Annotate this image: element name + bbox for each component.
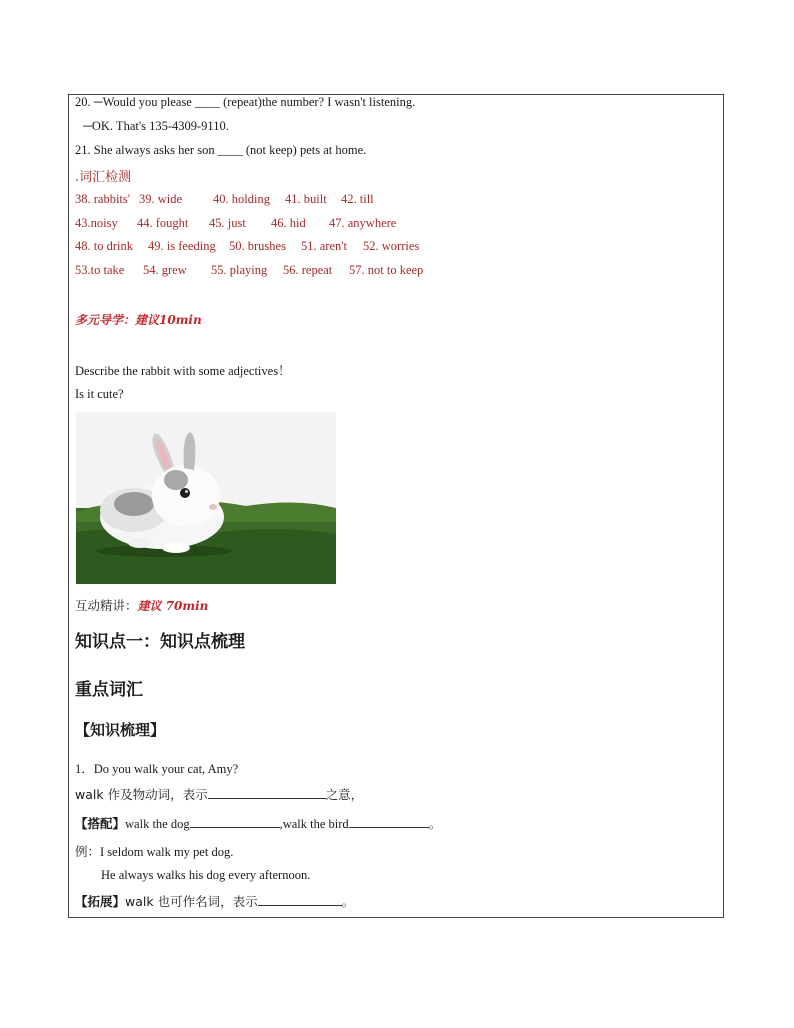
- guide-label-2: 互动精讲：建议 70min: [75, 598, 209, 613]
- answer-row-2: [75, 216, 396, 231]
- worksheet-frame: [68, 94, 724, 918]
- answer-52: 52. worries: [363, 239, 420, 253]
- point1-collocation: 【搭配】walk the dog ,walk the bird 。: [75, 816, 442, 831]
- answer-45: 45. just: [209, 216, 246, 230]
- question-21: 21. She always asks her son ____ (not keep) pets at home.: [75, 143, 367, 157]
- answer-54: 54. grew: [143, 263, 187, 277]
- answer-51: 51. aren't: [301, 239, 347, 253]
- walk-the-bird-blank[interactable]: [349, 815, 429, 828]
- meaning-blank[interactable]: [208, 786, 326, 799]
- guide-label-1: 多元导学：建议10min: [75, 313, 202, 327]
- warmup-prompt: Describe the rabbit with some adjectives！: [75, 364, 291, 378]
- warmup-question: Is it cute?: [75, 387, 124, 401]
- rabbit-icon: [76, 412, 336, 584]
- question-20-line1: 20. ─Would you please ____ (repeat)the number? I wasn't listening.: [75, 95, 416, 109]
- rabbit-photo: [76, 412, 336, 584]
- blank-21[interactable]: ____: [217, 143, 243, 157]
- answer-row-3: [75, 239, 419, 254]
- answer-49: 49. is feeding: [148, 239, 216, 253]
- walk-the-dog-blank[interactable]: [190, 815, 280, 828]
- answer-row-4: [75, 263, 423, 278]
- answer-56: 56. repeat: [283, 263, 333, 277]
- noun-meaning-blank[interactable]: [258, 893, 342, 906]
- answer-44: 44. fought: [137, 216, 189, 230]
- answers-heading: .词汇检测: [75, 170, 132, 185]
- answer-48: 48. to drink: [75, 239, 133, 253]
- answer-39: 39. wide: [139, 192, 183, 206]
- answer-43: 43.noisy: [75, 216, 118, 230]
- answer-40: 40. holding: [213, 192, 270, 206]
- answer-57: 57. not to keep: [349, 263, 424, 277]
- section-subtitle: 重点词汇: [75, 680, 143, 700]
- answer-47: 47. anywhere: [329, 216, 397, 230]
- answer-row-1: [75, 192, 374, 207]
- answer-53: 53.to take: [75, 263, 125, 277]
- point1-sentence: 1．Do you walk your cat, Amy?: [75, 762, 239, 776]
- point1-example-1: 例：I seldom walk my pet dog.: [75, 844, 234, 859]
- point1-description: walk 作及物动词，表示 之意，: [75, 787, 364, 802]
- answer-38: 38. rabbits': [75, 192, 131, 206]
- point1-extension: 【拓展】walk 也可作名词，表示 。: [75, 894, 355, 909]
- knowledge-heading: 【知识梳理】: [75, 721, 166, 739]
- answer-41: 41. built: [285, 192, 327, 206]
- question-20-line2: ─OK. That's 135-4309-9110.: [83, 119, 229, 133]
- blank-20[interactable]: ____: [194, 95, 220, 109]
- answer-55: 55. playing: [211, 263, 268, 277]
- answer-50: 50. brushes: [229, 239, 286, 253]
- answer-46: 46. hid: [271, 216, 306, 230]
- section-title: 知识点一：知识点梳理: [75, 632, 245, 652]
- answer-42: 42. till: [341, 192, 374, 206]
- point1-example-2: He always walks his dog every afternoon.: [101, 868, 311, 882]
